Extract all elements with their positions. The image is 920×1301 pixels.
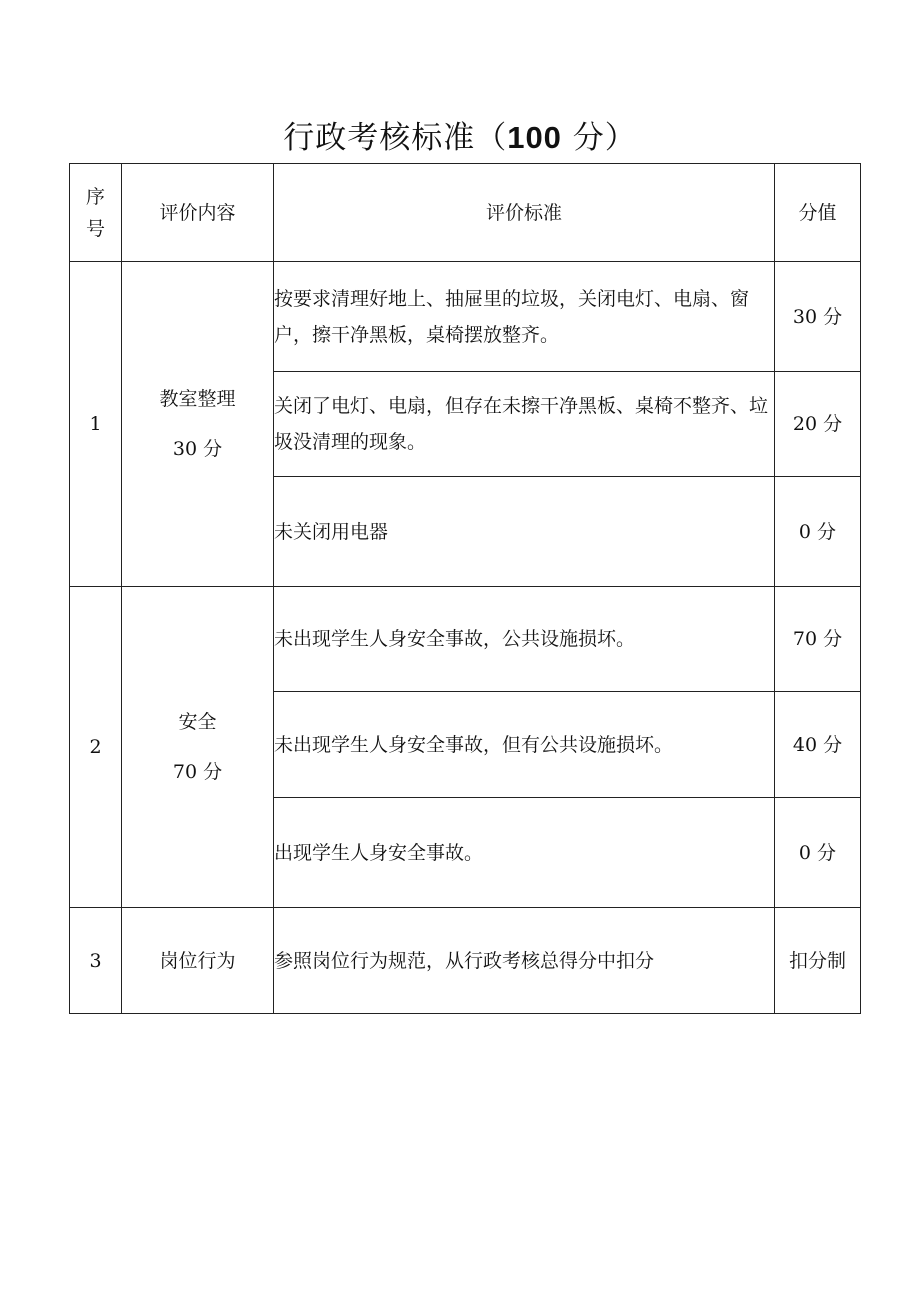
standard-cell: 未出现学生人身安全事故，公共设施损坏。 — [274, 587, 775, 692]
score-cell: 0 分 — [775, 798, 861, 908]
standard-cell: 关闭了电灯、电扇，但存在未擦干净黑板、桌椅不整齐、垃圾没清理的现象。 — [274, 372, 775, 477]
score-cell: 20 分 — [775, 372, 861, 477]
assessment-table — [69, 163, 861, 1014]
score-cell: 70 分 — [775, 587, 861, 692]
section-item-points: 30 分 — [172, 438, 223, 460]
section-item — [122, 262, 274, 587]
header-no-line1: 序 — [85, 185, 105, 208]
header-score: 分值 — [775, 164, 861, 262]
score-cell: 40 分 — [775, 692, 861, 798]
score-cell: 扣分制 — [775, 908, 861, 1014]
title-prefix: 行政考核标准（ — [283, 120, 508, 156]
title-number: 100 — [507, 120, 562, 155]
section-no: 1 — [70, 262, 122, 587]
header-row — [70, 164, 861, 262]
standard-cell: 未关闭用电器 — [274, 477, 775, 587]
table-row — [70, 908, 861, 1014]
section-item-name: 岗位行为 — [122, 908, 274, 1014]
section-no: 2 — [70, 587, 122, 908]
section-item-name: 教室整理 — [159, 388, 236, 410]
standard-cell: 按要求清理好地上、抽屉里的垃圾，关闭电灯、电扇、窗户，擦干净黑板，桌椅摆放整齐。 — [274, 262, 775, 372]
standard-cell: 未出现学生人身安全事故，但有公共设施损坏。 — [274, 692, 775, 798]
header-standard: 评价标准 — [274, 164, 775, 262]
page-title — [0, 112, 920, 164]
section-item-points: 70 分 — [172, 761, 223, 783]
header-item: 评价内容 — [122, 164, 274, 262]
table-row — [70, 262, 861, 372]
table-row — [70, 587, 861, 692]
standard-cell: 出现学生人身安全事故。 — [274, 798, 775, 908]
score-cell: 0 分 — [775, 477, 861, 587]
standard-cell: 参照岗位行为规范，从行政考核总得分中扣分 — [274, 908, 775, 1014]
title-suffix: 分） — [561, 120, 637, 156]
section-item — [122, 587, 274, 908]
score-cell: 30 分 — [775, 262, 861, 372]
section-item-name: 安全 — [178, 711, 217, 733]
section-no: 3 — [70, 908, 122, 1014]
header-no — [70, 164, 122, 262]
header-no-line2: 号 — [85, 217, 105, 240]
